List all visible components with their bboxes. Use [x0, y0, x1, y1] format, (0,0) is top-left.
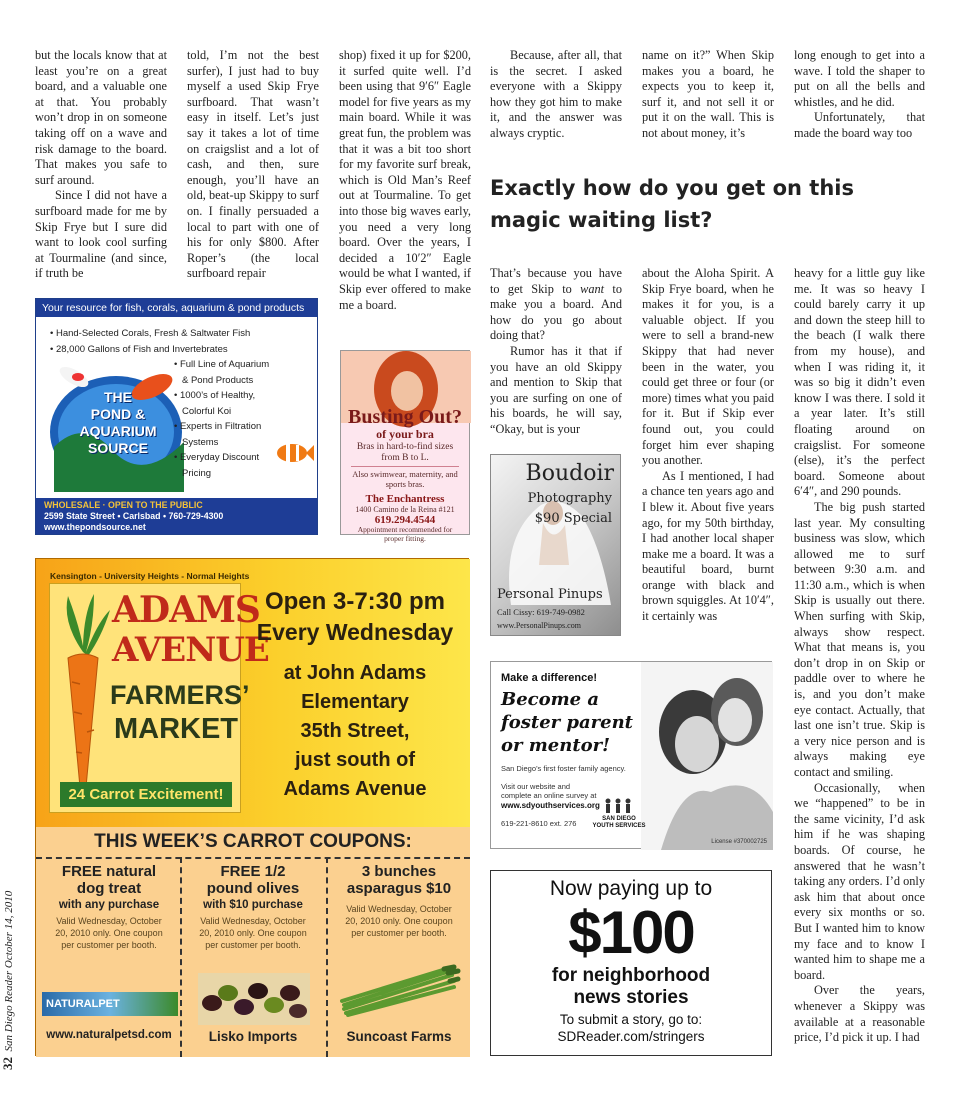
article-column-2 — [187, 48, 319, 282]
ad-line: Now paying up to — [549, 877, 713, 900]
pond-logo-text: THE POND & AQUARIUM SOURCE — [79, 389, 157, 456]
page-folio: 32 San Diego Reader October 14, 2010 — [0, 890, 15, 1070]
paragraph: Since I did not have a surfboard made for me by Skip Frye but I sure did want to look cool surfing at Tourmaline (and since, if truth be — [35, 188, 167, 281]
coupon-olives[interactable]: FREE 1/2 pound olives with $10 purchase Valid Wednesday, October 20, 2010 only. One coupon per customer per booth. Lisko Imports — [184, 857, 322, 1057]
ad-tagline: Your resource for fish, corals, aquarium & pond products — [36, 299, 317, 317]
olives-icon — [198, 973, 310, 1025]
market-slogan: 24 Carrot Excitement! — [60, 782, 232, 807]
paragraph: name on it?” When Skip makes you a board, he expects you to keep it, surf it, and not sell it or put it on the wall. This is not about money, it’s — [642, 48, 774, 140]
paragraph: long enough to get into a wave. I told the shaper to put on all the bells and whistles, and he did. — [794, 48, 925, 109]
store-phone: 619.294.4544 — [374, 514, 436, 526]
store-name: The Enchantress — [365, 493, 445, 505]
ad-title: Boudoir — [525, 461, 614, 486]
farmers-market-ad[interactable] — [35, 558, 469, 1056]
market-schedule: Open 3-7:30 pm Every Wednesday at John Adams Elementary 35th Street, just south of Adams Avenue — [256, 588, 454, 800]
article-column-5-bottom — [642, 266, 774, 625]
paragraph: Unfortunately, that made the board way too — [794, 110, 925, 140]
ad-brand: Personal Pinups — [497, 587, 603, 602]
clownfish-icon — [274, 439, 314, 467]
section-heading: Exactly how do you get on this magic waiting list? — [490, 176, 854, 232]
paragraph: about the Aloha Spirit. A Skip Frye board, when he makes it for you, is a valuable object. If you were to sell a brand-new Skippy that had never been in the water, you could get three or four (or more) times what you paid for it. But if Skip ever found out, you could forget him ever shaping you another. — [642, 266, 774, 468]
paragraph: Because, after all, that is the secret. I asked everyone with a Skippy how they got him to make it, and the answer was always cryptic. — [490, 48, 622, 140]
store-address: 1400 Camino de la Reina #121 — [355, 505, 455, 514]
paragraph: heavy for a little guy like me. It was so heavy I could barely carry it up and down the steep hill to the beach (I walk there from my house), and when I was riding it, it was so big it didn’t even know I was there. I sold it a year later. It’s still floating around on craigslist. For someone (else), it’s the perfect board. Someone about 6′4″, and 290 pounds. — [794, 266, 925, 499]
article-column-1 — [35, 48, 167, 282]
paragraph: The big push started last year. My consulting business was slow, which allowed me to surf between 9:30 a.m. and 11:30 a.m., which is when Skip is usually out there. When surfing with Skip, always show respect. What that means is, you don’t drop in on Skip or paddle over to where he is, and you don’t make eye contact. Actually, that last one isn’t true. Skip is a very nice person and is always making eye contact and smiling. — [794, 499, 925, 779]
article-column-4-top — [490, 48, 622, 142]
ad-amount: $100 — [568, 899, 694, 966]
article-column-6-bottom — [794, 266, 925, 1046]
paragraph: Over the years, whenever a Skippy was available at a reasonable price, I’d pick it up. I had — [794, 983, 925, 1045]
ad-bullets: • Hand-Selected Corals, Fresh & Saltwater Fish • 28,000 Gallons of Fish and Invertebrates — [50, 328, 251, 355]
article-column-3 — [339, 48, 471, 313]
article-column-4-bottom — [490, 266, 622, 438]
ad-bullets-narrow: • Full Line of Aquarium & Pond Products • 1000’s of Healthy, Colorful Koi • Experts in Filtration Systems • Everyday Discount Pricing — [174, 359, 270, 479]
enchantress-bra-ad[interactable] — [340, 350, 470, 543]
article-column-5-top — [642, 48, 774, 142]
carrot-icon — [54, 592, 112, 802]
naturalpet-logo: NATURALPET — [42, 992, 178, 1016]
youth-services-logo-icon — [603, 798, 633, 814]
coupon-dog-treat[interactable]: FREE natural dog treat with any purchase Valid Wednesday, October 20, 2010 only. One coupon per customer per booth. NATURALPET www.naturalpetsd.com — [40, 857, 178, 1057]
ad-note: Appointment recommended for proper fitting. — [357, 525, 453, 543]
boudoir-photography-ad[interactable]: Boudoir Photography $90 Special Personal Pinups Call Cissy: 619-749-0982 www.PersonalPinups.com — [490, 454, 621, 636]
ad-footer: WHOLESALE · OPEN TO THE PUBLIC 2599 State Street • Carlsbad • 760-729-4300 www.thepondsource.net — [36, 498, 317, 534]
youth-services-logo: SAN DIEGO YOUTH SERVICES — [592, 816, 646, 829]
stringers-ad[interactable]: Now paying up to $100 for neighborhood news stories To submit a story, go to: SDReader.com/stringers — [490, 870, 772, 1056]
paragraph: As I mentioned, I had a chance ten years ago and I blew it. About five years ago, for my 50th birthday, I had another local shaper make me a board. It was a beautiful board, burnt orange with black and brown squiggles. At 10′4″, it certainly was — [642, 468, 774, 624]
paragraph: shop) fixed it up for $200, it surfed quite well. I’d been using that 9′6″ Eagle model for five years as my main board. While it was great fun, the problem was that it was a bit too short for my favorite surf break, which is Old Man’s Reef out at Tourmaline. To get into those big waves early, you need a very long board. Over the years, I decided a 10′2″ Eagle would be what I wanted, if Skip ever offered to make me a board. — [339, 48, 471, 312]
foster-parent-ad[interactable]: Make a difference! Become a foster parent or mentor! San Diego’s first foster family agency. Visit our website and complete an online survey at www.sdyouthservices.org 619-221-8610 ext. 276 SAN DIEGO YOUTH SERVICES License #370002725 — [490, 661, 772, 849]
pond-aquarium-ad[interactable] — [35, 298, 318, 535]
coupons-title: THIS WEEK’S CARROT COUPONS: — [94, 831, 412, 852]
paragraph: Rumor has it that if you have an old Skippy and mention to Skip that you are surfing on one of his boards, he will say, “Okay, but is your — [490, 343, 622, 436]
paragraph: but the locals know that at least you’re on a great board, and a valuable one at that. You probably won’t drop in on someone taking off on a wave and risk damage to the board. That makes you safe to surf around. — [35, 48, 167, 187]
ad-text: Bras in hard-to-find sizes from B to L. — [356, 442, 454, 463]
article-column-6-top — [794, 48, 925, 142]
ad-text: Also swimwear, maternity, and sports bras. — [352, 469, 458, 489]
paragraph: That’s because you have to get Skip to want to make you a board. And how do you go about doing that? — [490, 266, 622, 343]
ad-subhead: of your bra — [376, 427, 434, 441]
stringers-link[interactable]: SDReader.com/stringers — [557, 1029, 705, 1044]
ad-headline: Busting Out? — [348, 406, 462, 428]
mother-daughter-photo-icon — [641, 662, 773, 850]
ad-headline: Become a foster parent or mentor! — [501, 689, 633, 756]
paragraph: told, I’m not the best surfer), I just had to buy myself a used Skip Frye surfboard. That wasn’t easy in itself. Let’s just say it takes a lot of time on craigslist and a lot of cash, and then, sure enough, you’ll have an old, beat-up Skippy to surf on. I finally persuaded a local to part with one of his for only $800. After Roper’s (the local surfboard repair — [187, 48, 319, 281]
ad-kicker: Make a difference! — [501, 672, 597, 684]
paragraph: Occasionally, when we “happened” to be in the same vicinity, I’d ask him if he was shaping boards. Of course, he answered that he wasn’t taking any orders. I’d only ask him that about once every six months or so. But I wanted him to know my face and to know I wanted him to shape me a board. — [794, 780, 925, 982]
asparagus-icon — [340, 967, 458, 1017]
ad-location: Kensington - University Heights - Normal Heights — [50, 571, 250, 581]
coupon-asparagus[interactable]: 3 bunches asparagus $10 Valid Wednesday, October 20, 2010 only. One coupon per customer per booth. Suncoast Farms — [330, 857, 468, 1057]
market-logo: ADAMS AVENUE FARMERS’ MARKET 24 Carrot Excitement! — [49, 583, 241, 813]
